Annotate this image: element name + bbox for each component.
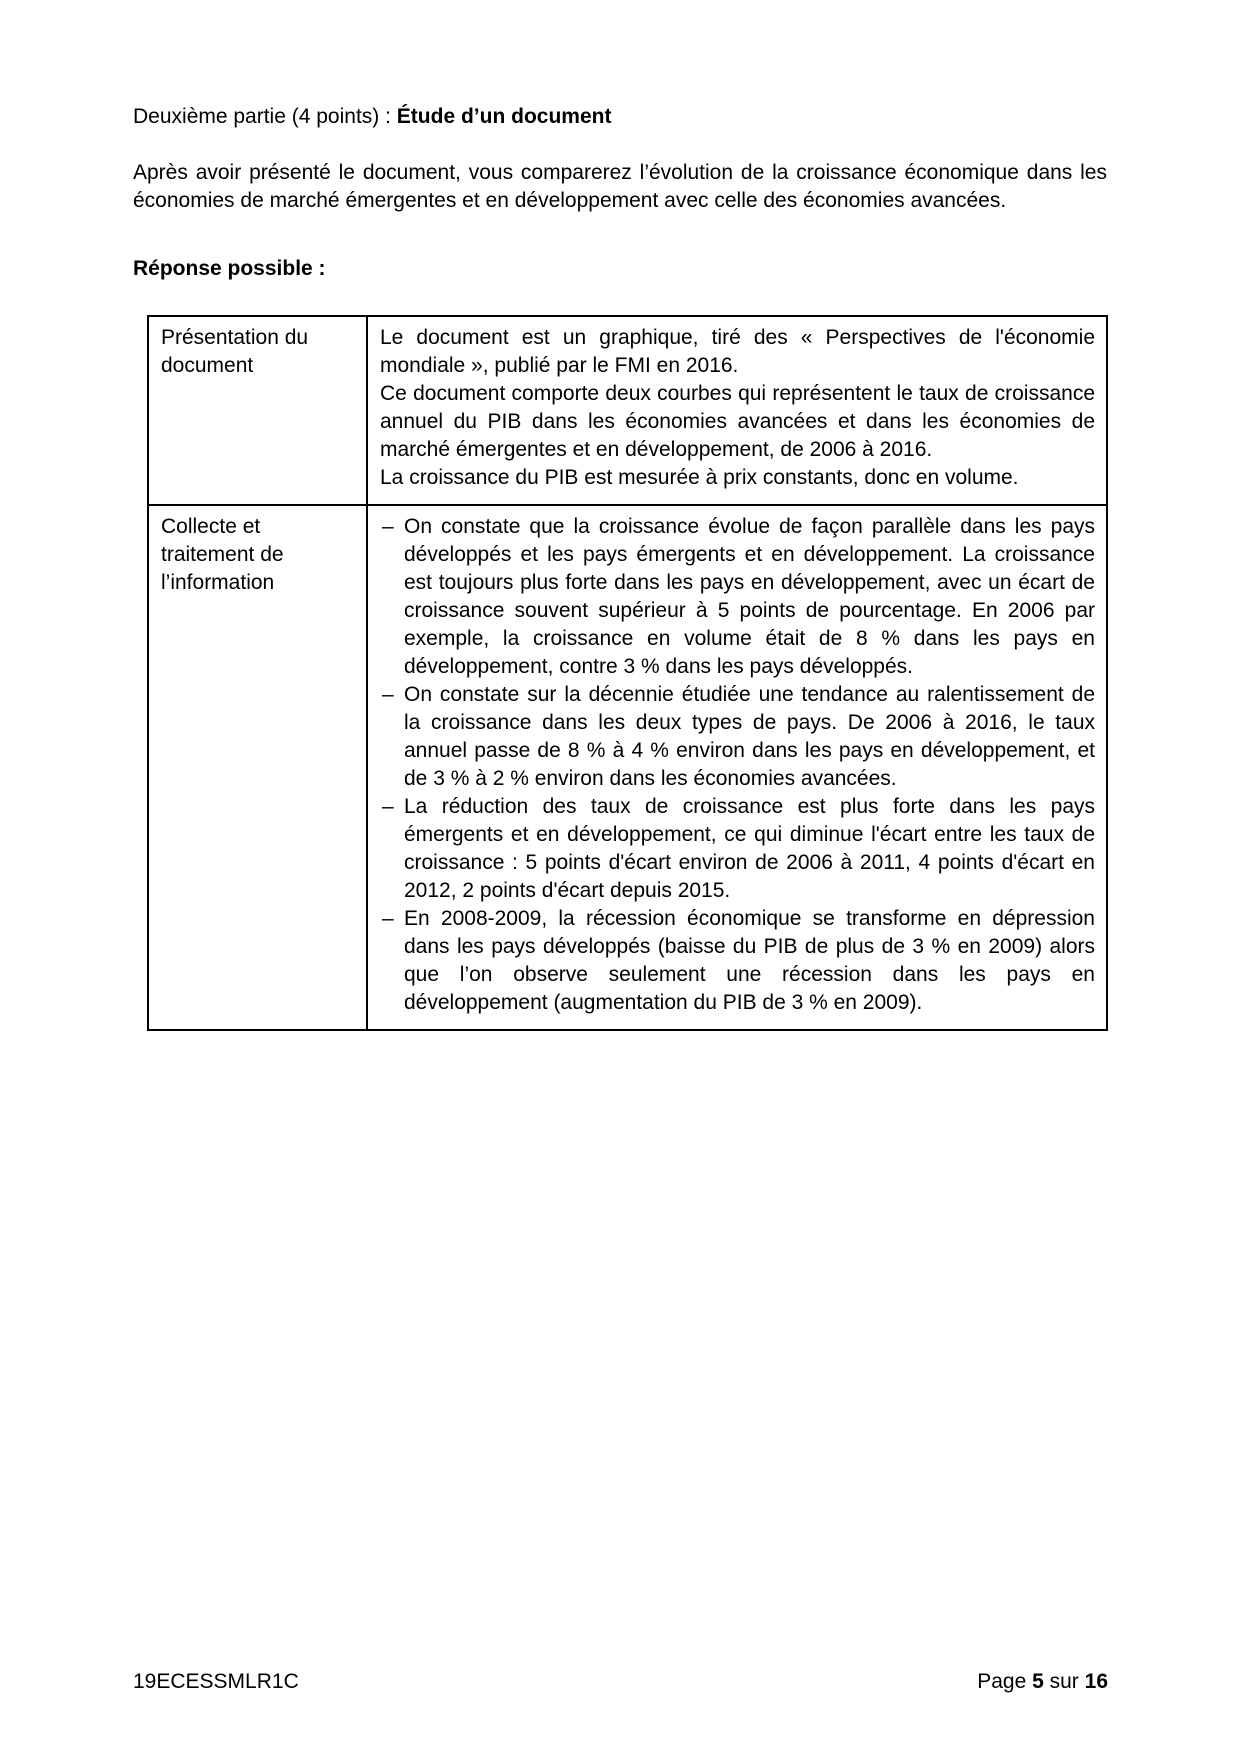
bullet-text: En 2008-2009, la récession économique se transforme en dépression dans les pays développés (baisse du PIB de plus de 3 % en 2009) alors que l’on observe seulement une récession dans les pays en développement (augmentation du PIB de 3 % en 2009). (404, 907, 1095, 1014)
row-body-collecte (367, 505, 1107, 1030)
footer-page-total: 16 (1084, 1670, 1108, 1693)
bullet-text: On constate sur la décennie étudiée une tendance au ralentissement de la croissance dans les deux types de pays. De 2006 à 2016, le taux annuel passe de 8 % à 4 % environ dans les pays en développement, et de 3 % à 2 % environ dans les économies avancées. (404, 683, 1095, 790)
bullet-item (380, 513, 1095, 681)
table-row-collecte (148, 505, 1107, 1030)
response-heading: Réponse possible : (133, 257, 326, 280)
bullet-item (380, 793, 1095, 905)
footer-page-number: 5 (1032, 1670, 1044, 1693)
page-content (133, 103, 1107, 1031)
footer-page-word: Page (977, 1670, 1033, 1693)
section-title-bold: Étude d’un document (396, 105, 612, 128)
bullet-dash: – (382, 683, 394, 706)
section-title (133, 103, 1107, 131)
bullet-dash: – (382, 907, 394, 930)
footer-page-separator: sur (1043, 1670, 1085, 1693)
page-footer (133, 1668, 1108, 1696)
footer-doc-code: 19ECESSMLR1C (133, 1670, 299, 1693)
row-label-presentation: Présentation du document (148, 316, 367, 505)
section-title-prefix: Deuxième partie (4 points) : (133, 105, 397, 128)
bullet-text: On constate que la croissance évolue de façon parallèle dans les pays développés et les pays émergents et en développement. La croissance est toujours plus forte dans les pays en développement, avec un écart de croissance souvent supérieur à 5 points de pourcentage. En 2006 par exemple, la croissance en volume était de 8 % dans les pays en développement, contre 3 % dans les pays développés. (404, 515, 1095, 678)
row-label-collecte: Collecte et traitement de l’information (148, 505, 367, 1030)
bullet-item (380, 681, 1095, 793)
table-row-presentation (148, 316, 1107, 505)
presentation-paragraph: Ce document comporte deux courbes qui représentent le taux de croissance annuel du PIB dans les économies avancées et dans les économies de marché émergentes et en développement, de 2006 à 2016. (380, 382, 1095, 461)
bullet-text: La réduction des taux de croissance est plus forte dans les pays émergents et en développement, ce qui diminue l'écart entre les taux de croissance : 5 points d'écart environ de 2006 à 2011, 4 points d'écart en 2012, 2 points d'écart depuis 2015. (404, 795, 1095, 902)
bullet-item (380, 905, 1095, 1017)
presentation-paragraph: La croissance du PIB est mesurée à prix constants, donc en volume. (380, 466, 1019, 489)
bullet-dash: – (382, 515, 394, 538)
intro-paragraph: Après avoir présenté le document, vous comparerez l’évolution de la croissance économique dans les économies de marché émergentes et en développement avec celle des économies avancées. (133, 161, 1107, 212)
presentation-paragraph: Le document est un graphique, tiré des « Perspectives de l'économie mondiale », publié par le FMI en 2016. (380, 326, 1095, 377)
bullet-dash: – (382, 795, 394, 818)
footer-page-indicator (977, 1668, 1108, 1696)
answer-table (147, 315, 1108, 1031)
row-body-presentation (367, 316, 1107, 505)
